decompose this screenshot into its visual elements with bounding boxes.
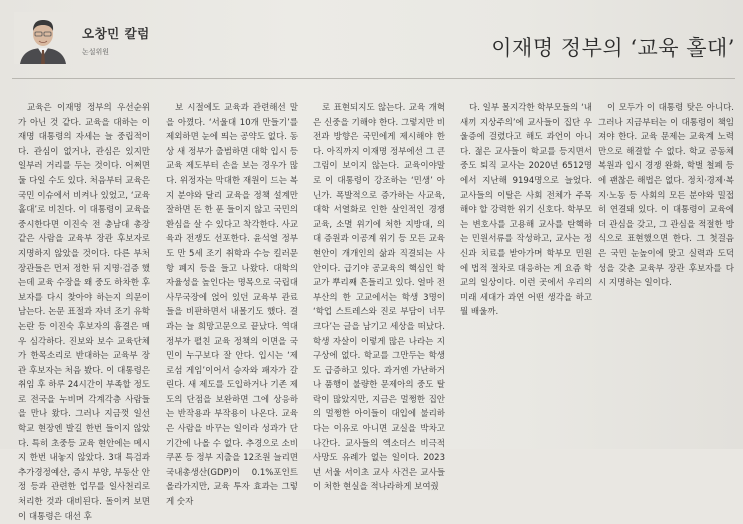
column-text: 교육은 이재명 정부의 우선순위가 아닌 것 같다. 교육을 대하는 이재명 대통령의 자세는 늘 중립적이다. 관심이 없거나, 관심은 있지만 일부러 거리를 두는 것이다. 어쩌면 둘 다일 수도 있다. 처음부터 교육은 국민 이슈에서 비켜나 있었고, ‘교육 홀대’로 비친다. 이 대통령이 교육을 중시한다면 이진숙 전 충남대 총장 같은 사람을 교육부 장관 후보자로 지명하지 않았을 것이다. 다른 부처 장관들은 먼저 정한 뒤 지명·검증 했는데 교육 수장을 왜 중도 하차한 후보자를 다시 찾아야 하는지 의문이 남는다. 논문 표절과 자녀 조기 유학 논란 등 이진숙 후보자의 흠결은 매우 심각하다. 진보와 보수 교육단체가 한목소리로 반대하는 교육부 장관 후보자는 처음 봤다. 이 대통령은 취임 후 하루 24시간이 부족할 정도로 전국을 누비며 각계각층 사람들을 만나 왔다. 그러나 지금껏 일선 학교 현장엔 발길 한번 들이지 않았다. 특히 초중등 교육 현안에는 메시지 한번 내놓지 않았다. 3대 특검과 추가경정예산, 증시 부양, 부동산 안정 등과 관련한 업무를 일사천리로 처리한 것과 대비된다. 돌이켜 보면 이 대통령은 대선 후 <box>18 103 150 522</box>
columnist-name: 오창민 칼럼 <box>82 26 150 41</box>
article-column-3 <box>313 101 445 493</box>
column-text: 다. 일부 몰지각한 학부모들의 ‘내 새끼 지상주의’에 교사들이 집단 우울증에 걸렸다고 해도 과언이 아니다. 젊은 교사들이 학교를 등지면서 중도 퇴직 교사는 2020년 6512명에서 지난해 9194명으로 늘었다. 교사들의 이탈은 사회 전체가 주목해야 할 강력한 위기 신호다. 학부모는 변호사를 고용해 교사를 탄핵하는 민원서류를 작성하고, 교사는 정신과 치료를 받아가며 학부모 민원에 법적 절차로 대응하는 게 요즘 학교의 일상이다. 이런 곳에서 우리의 미래 세대가 과연 어떤 생각을 하고 뭘 배울까. <box>460 103 592 318</box>
columnist-photo <box>14 12 72 64</box>
headline: 이재명 정부의 ‘교육 홀대’ <box>491 36 735 60</box>
column-text: 보 시절에도 교육과 관련해선 말을 아꼈다. ‘서울대 10개 만들기’를 제외하면 눈에 띄는 공약도 없다. 동상 새 정부가 출범하면 대학 입시 등 교육 제도부터 손을 보는 경우가 많다. 위정자는 막대한 재원이 드는 복지 분야와 달리 교육을 정책 설계만 잘하면 돈 한 푼 들이지 않고 국민의 환심을 살 수 있다고 착각한다. 사교육과 전쟁도 선포한다. 윤석열 정부도 만 5세 조기 취학과 수능 킬러문항 폐지 등을 들고 나왔다. 대학의 자율성을 높인다는 명목으로 국립대 사무국장에 얹어 있던 교육부 관료들을 비판하면서 내몰기도 했다. 결과는 늘 희망고문으로 끝났다. 역대 정부가 펼친 교육 정책의 이면을 국민이 누구보다 잘 안다. 입시는 ‘제로섬 게임’이어서 승자와 패자가 갈린다. 새 제도를 도입하거나 기존 제도의 단점을 보완하면 그에 상응하는 반작용과 부작용이 나온다. 교육은 사람을 바꾸는 일이라 성과가 단기간에 나올 수 없다. 추경으로 소비쿠폰 등 정부 지출을 12조원 늘리면 국내총생산(GDP)이 0.1%포인트 올라가지만, 교육 투자 효과는 그렇게 숫자 <box>166 103 298 508</box>
columnist-portrait-icon <box>14 12 72 64</box>
header-divider <box>12 78 735 79</box>
article-column-5 <box>598 101 734 449</box>
article-column-4 <box>460 101 592 449</box>
article-column-2 <box>166 101 298 508</box>
column-text: 이 모두가 이 대통령 탓은 아니다. 그러나 지금부터는 이 대통령이 책임져야 한다. 교육 문제는 교육계 노력만으로 해결할 수 없다. 학교 공동체 복원과 입시 경쟁 완화, 학벌 철폐 등에 괜찮은 해법은 없다. 정치·경제·복지·노동 등 사회의 모든 분야와 밀접히 연결돼 있다. 이 대통령이 교육에 더 관심을 갖고, 그 관심을 적절한 방식으로 표현했으면 한다. 그 첫걸음은 국민 눈높이에 맞고 실력과 도덕성을 갖춘 교육부 장관 후보자를 다시 지명하는 일이다. <box>598 103 734 289</box>
columnist-role: 논설위원 <box>82 48 110 56</box>
article-column-1 <box>18 101 150 522</box>
column-text: 로 표현되지도 않는다. 교육 개혁은 신중을 기해야 한다. 그렇지만 비전과 방향은 국민에게 제시해야 한다. 아직까지 이재명 정부에선 그 큰 그림이 보이지 않는다. 교육이야말로 이 대통령이 강조하는 ‘민생’ 아닌가. 폭발적으로 증가하는 사교육, 대학 서열화로 인한 살인적인 경쟁 교육, 소멸 위기에 처한 지방대, 의대 증원과 이공계 위기 등 모든 교육 현안이 개개인의 삶과 직결되는 사안이다. 급기야 공교육의 핵심인 학교가 뿌리째 흔들리고 있다. 얼마 전 부산의 한 고교에서는 학생 3명이 ‘학업 스트레스와 진로 부담이 너무 크다’는 글을 남기고 세상을 떠났다. 학생 자살이 이렇게 많은 나라는 지구상에 없다. 학교를 그만두는 학생도 급증하고 있다. 과거엔 가난하거나 품행이 불량한 문제아의 중도 탈락이 많았지만, 지금은 멀쩡한 집안의 멀쩡한 아이들이 대입에 불리하다는 이유로 아니면 교실을 박차고 나간다. 교사들의 엑소더스 비극적 사망도 유례가 없는 일이다. 2023년 서울 서이초 교사 사건은 교사들이 처한 현실을 적나라하게 보여줬 <box>313 103 445 493</box>
byline <box>82 24 150 57</box>
